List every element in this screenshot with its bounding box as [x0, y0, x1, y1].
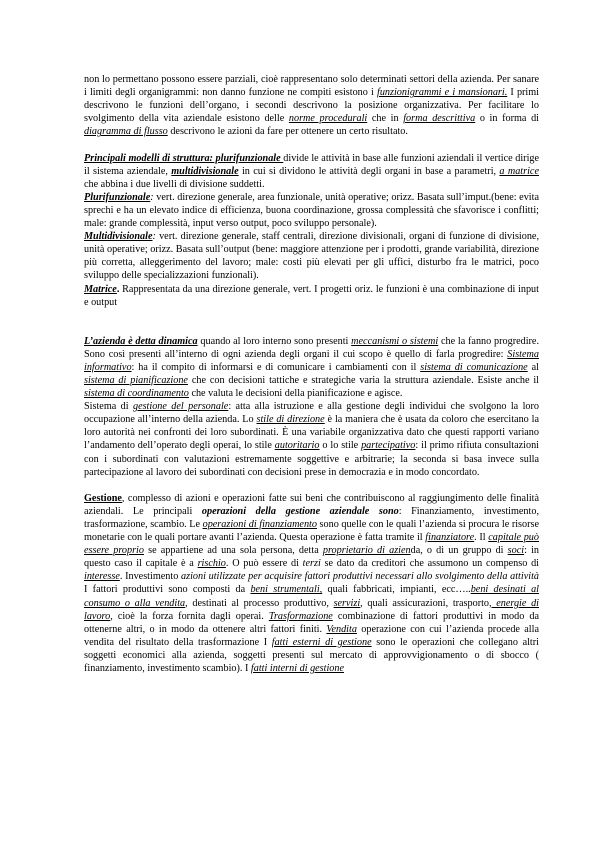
text-run: Plurifunzionale	[84, 191, 151, 203]
text-run: operazione con cui l’azienda procede alla vendita del risultato della trasformazione I	[84, 623, 539, 648]
text-run: combinazione di fattori produttivi in modo da ottenerne altri, o in modo da ottenere altri fattori finiti.	[84, 610, 539, 635]
text-run: descrivono le azioni da fare per ottenere un certo risultato.	[167, 126, 408, 138]
text-run: capitale può essere proprio	[84, 532, 539, 557]
paragraph-p1	[84, 73, 539, 138]
text-run: stile di direzione	[256, 414, 325, 426]
text-run: sistema di comunicazione	[420, 361, 528, 373]
text-run: norme procedurali	[288, 113, 368, 125]
text-run: quando al loro interno sono presenti	[197, 335, 352, 347]
document-body	[84, 73, 539, 675]
text-run: da, o di un gruppo di	[410, 545, 508, 557]
text-run: sono le operazioni che collegano altri soggetti economici alla azienda, soggetti presenti sul mercato di approvvigionamento o di sbocco ( finanziamento, investimento scambio). I	[84, 636, 539, 675]
text-run: I fattori produttivi sono composti da	[84, 584, 251, 596]
text-run: :	[150, 191, 154, 203]
paragraph-spacer	[84, 138, 539, 151]
text-run: I primi descrivono le funzioni dell’organo, i secondi descrivono la posizione organizzativa. Per facilitare lo svolgimento della vita aziendale esistono delle	[84, 87, 540, 125]
text-run: sistema di coordinamento	[84, 388, 189, 400]
text-run: sono quelle con le quali l’azienda si procura le risorse monetarie con le quali portare avanti l’azienda. Questa operazione è fatta tramite il	[84, 519, 539, 544]
text-run: è la maniera che è usata da coloro che esercitano la loro autorità nei confronti dei loro subordinati. È una variabile organizzativa dato che questi rapporti variano l’andamento dell’operato degli operai, lo stile	[84, 414, 539, 452]
text-run: Sistema informativo	[84, 348, 539, 373]
text-run: L’azienda è detta dinamica	[84, 335, 198, 347]
text-run: , complesso di azioni e operazioni fatte sui beni che contribuiscono al raggiungimento delle finalità aziendali. Le principali	[84, 492, 539, 517]
text-run: operazioni della gestione aziendale sono	[201, 505, 399, 517]
text-run: . Il	[474, 532, 489, 544]
text-run: vert. direzione generale, staff centrali, direzione divisionali, organi di funzione di divisione, unità operative; orizz. Basata sull’output (bene: maggiore attenzione per i prodotti, grande variabilità, direzione più corretta, alleggerimento del lavoro; male: costi più elevati per gli uffici, disturbo fra le matrici, poco sviluppo delle specializzazioni funzionali).	[84, 231, 539, 282]
text-run: o in forma di	[475, 113, 539, 125]
text-run: , destinati al processo produttivo,	[185, 597, 334, 609]
text-run: meccanismi o sistemi	[351, 335, 439, 347]
text-run: Multidivisionale	[84, 231, 153, 243]
text-run: o lo stile	[319, 440, 362, 452]
text-run: Matrice	[84, 283, 117, 295]
text-run: :	[152, 231, 156, 243]
text-run: beni desinati al consumo o alla vendita	[84, 584, 540, 609]
text-run: : in questo caso il capitale è a	[84, 545, 539, 570]
text-run: funzionigrammi e i mansionari.	[376, 87, 508, 99]
text-run: , cioè la forza fornita dagli operai.	[110, 610, 269, 622]
text-run: azioni utilizzate per acquisire fattori produttivi necessari allo svolgimento della attività	[181, 571, 539, 583]
text-run: soci	[507, 545, 525, 557]
text-run: vert. direzione generale, area funzionale, unità operative; orizz. Basata sull’imput.(bene: evita sprechi e ha un elevato indice di efficienza, buona coordinazione, grossa complessità che sfavorisce i conflitti; male: grande complessità, input verso output, poco sviluppo personale).	[84, 191, 539, 230]
text-run: multidivisionale	[171, 165, 239, 177]
text-run: autoritario	[274, 440, 320, 452]
text-run: : Finanziamento, investimento, trasformazione, scambio. Le	[84, 505, 539, 530]
text-run: se dato da creditori che assumono un compenso di	[320, 558, 540, 570]
text-run: terzi	[302, 558, 321, 570]
paragraph-p3	[84, 191, 539, 230]
text-run: : ha il compito di informarsi e di comunicare i cambiamenti con il	[131, 361, 421, 373]
text-run: in cui si dividono le attività degli organi in base a parametri,	[238, 165, 500, 177]
paragraph-p6	[84, 335, 539, 400]
text-run: : il primo rifiuta consultazioni con i subordinati con valutazioni estremamente soggettive e arbitrarie; la seconda si basa invece sulla partecipazione al lavoro dei subordinati con decisioni prese in democrazia e in modo concordato.	[84, 440, 539, 478]
text-run: : atta alla istruzione e alla gestione degli individui che svolgono la loro occupazione all’interno della azienda. Lo	[84, 401, 539, 426]
text-run: , quali assicurazioni, trasporto	[360, 597, 490, 609]
text-run: che valuta le decisioni della pianificazione e agisce.	[188, 388, 403, 400]
text-run: se appartiene ad una sola persona, detta	[144, 545, 323, 557]
text-run: diagramma di flusso	[84, 126, 168, 138]
paragraph-spacer	[84, 309, 539, 335]
paragraph-p7	[84, 400, 539, 479]
text-run: Rappresentata da una direzione generale, vert. I progetti oriz. le funzioni è una combinazione di input e output	[84, 283, 539, 308]
text-run: Sistema di	[84, 401, 133, 413]
text-run: quali fabbricati, impianti, ecc…..	[322, 584, 471, 596]
paragraph-p2	[84, 152, 539, 191]
text-run: a matrice	[499, 165, 539, 177]
paragraph-p5	[84, 283, 539, 309]
text-run: beni strumentali,	[250, 584, 323, 596]
text-run: al	[527, 361, 539, 373]
text-run: fatti interni di gestione	[250, 663, 345, 675]
text-run: Principali modelli di struttura: plurifunzionale	[84, 152, 284, 164]
text-run: non lo permettano possono essere parziali, cioè rappresentano solo determinati settori della azienda. Per sanare i limiti degli organigrammi: non danno funzione ne compiti esistono i	[84, 74, 539, 99]
text-run: Trasformazione	[268, 610, 333, 622]
text-run: . O può essere di	[225, 558, 303, 570]
text-run: .	[116, 283, 120, 295]
text-run: che in	[367, 113, 404, 125]
text-run: che con decisioni tattiche e strategiche varia la struttura aziendale. Esiste anche il	[187, 374, 539, 386]
text-run: partecipativo	[361, 440, 416, 452]
text-run: finanziatore	[425, 532, 475, 544]
text-run: rischio	[197, 558, 226, 570]
text-run: operazioni di finanziamento	[202, 519, 317, 530]
text-run: forma descrittiva	[403, 113, 476, 125]
text-run: proprietario di azien	[322, 545, 411, 557]
text-run: , energie di lavoro	[84, 597, 540, 622]
text-run: . Investimento	[119, 571, 182, 583]
text-run: interesse	[84, 571, 120, 583]
text-run: divide le attività in base alle funzioni aziendali il vertice dirige il sistema aziendale,	[84, 152, 540, 177]
text-run: che abbina i due livelli di divisione suddetti.	[84, 178, 265, 190]
text-run: gestione del personale	[132, 401, 229, 413]
paragraph-spacer	[84, 479, 539, 492]
text-run: Vendita	[326, 623, 357, 635]
text-run: che la fanno progredire. Sono così presenti all’interno di ogni azienda degli organi il cui scopo è quello di farla progredire:	[84, 335, 539, 360]
text-run: fatti esterni di gestione	[271, 636, 372, 648]
text-run: sistema di pianificazione	[84, 374, 188, 386]
text-run: servizi	[333, 597, 361, 609]
paragraph-p8	[84, 492, 539, 675]
paragraph-p4	[84, 230, 539, 282]
text-run: Gestione	[84, 492, 122, 504]
